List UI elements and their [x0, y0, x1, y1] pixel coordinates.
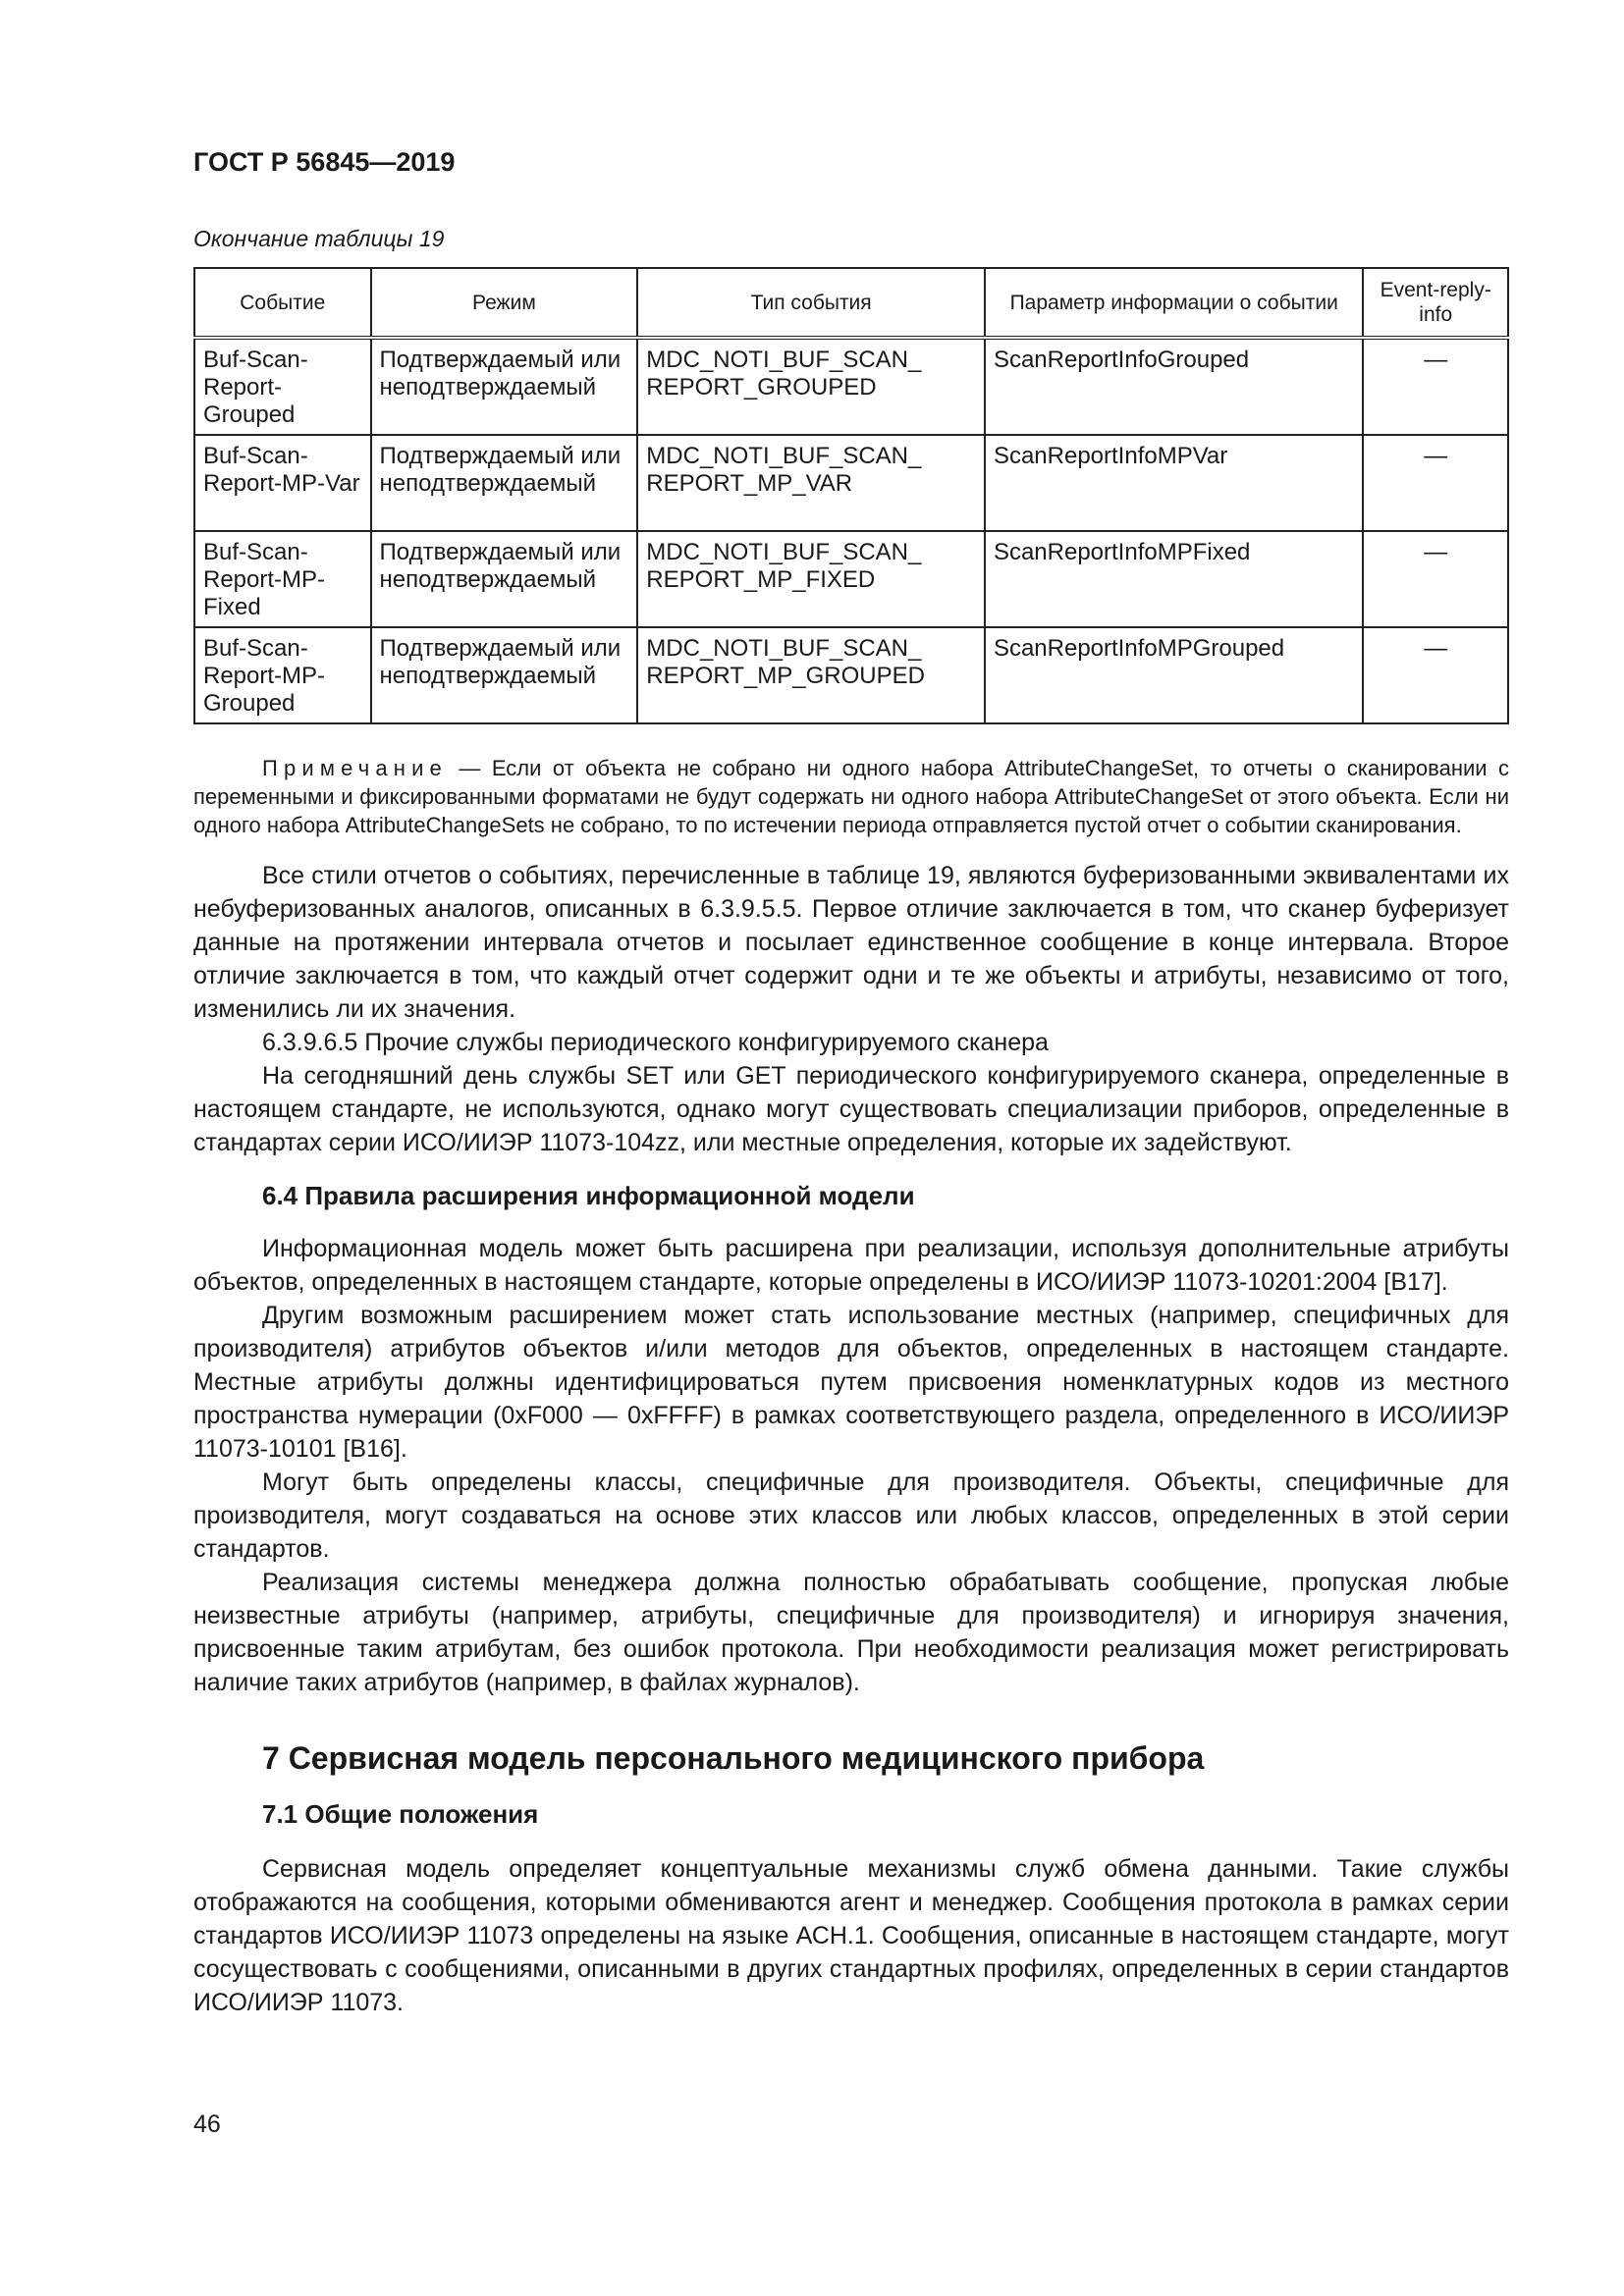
document-header: ГОСТ Р 56845—2019 [193, 147, 456, 177]
table-row [194, 531, 1508, 627]
table-row [194, 627, 1508, 723]
section-heading-6-4: 6.4 Правила расширения информационной модели [262, 1181, 915, 1210]
cell-event-info-param: ScanReportInfoMPVar [985, 435, 1364, 531]
body-text [193, 754, 1509, 2019]
paragraph: Информационная модель может быть расширена при реализации, используя дополнительные атрибуты объектов, определенных в настоящем стандарте, которые определены в ИСО/ИИЭР 11073-10201:2004 [B17]. [193, 1235, 1509, 1296]
cell-event: Buf-Scan-Report-MP-Fixed [194, 531, 371, 627]
section-heading-7-1: 7.1 Общие положения [262, 1799, 539, 1829]
cell-event-type: MDC_NOTI_BUF_SCAN_ REPORT_MP_VAR [637, 435, 985, 531]
paragraph: Могут быть определены классы, специфичные для производителя. Объекты, специфичные для производителя, могут создаваться на основе этих классов или любых классов, определенных в этой серии стандартов. [193, 1468, 1509, 1563]
table-caption: Окончание таблицы 19 [193, 226, 445, 251]
column-header-event-reply-info: Event-reply-info [1363, 268, 1508, 338]
cell-event-info-param: ScanReportInfoMPFixed [985, 531, 1364, 627]
cell-event-type: MDC_NOTI_BUF_SCAN_ REPORT_MP_GROUPED [637, 627, 985, 723]
section-heading-7: 7 Сервисная модель персонального медицинского прибора [262, 1740, 1205, 1776]
paragraph: Сервисная модель определяет концептуальные механизмы служб обмена данными. Такие службы отображаются на сообщения, которыми обмениваются агент и менеджер. Сообщения протокола в рамках серии стандартов ИСО/ИИЭР 11073 определены на языке АСН.1. Сообщения, описанные в настоящем стандарте, могут сосуществовать с сообщениями, описанными в других стандартных профилях, определенных в серии стандартов ИСО/ИИЭР 11073. [193, 1855, 1509, 2016]
cell-event-reply-info: — [1363, 435, 1508, 531]
subsection-title: 6.3.9.6.5 Прочие службы периодического конфигурируемого сканера [262, 1029, 1049, 1056]
note-text: — Если от объекта не собрано ни одного набора AttributeChangeSet, то отчеты о сканировании с переменными и фиксированными форматами не будут содержать ни одного набора AttributeChangeSet от этого объекта. Если ни одного набора AttributeChangeSets не собрано, то по истечении периода отправляется пустой отчет о событии сканирования. [193, 756, 1509, 837]
column-header-mode: Режим [371, 268, 638, 338]
cell-event-type: MDC_NOTI_BUF_SCAN_ REPORT_GROUPED [637, 338, 985, 435]
column-header-event-type: Тип события [637, 268, 985, 338]
paragraph: Все стили отчетов о событиях, перечисленные в таблице 19, являются буферизованными эквивалентами их небуферизованных аналогов, описанных в 6.3.9.5.5. Первое отличие заключается в том, что сканер буферизует данные на протяжении интервала отчетов и посылает единственное сообщение в конце интервала. Второе отличие заключается в том, что каждый отчет содержит одни и те же объекты и атрибуты, независимо от того, изменились ли их значения. [193, 862, 1509, 1023]
cell-event-reply-info: — [1363, 627, 1508, 723]
note-label: Примечание [262, 756, 448, 780]
events-table [193, 267, 1509, 724]
paragraph: На сегодняшний день службы SET или GET периодического конфигурируемого сканера, определенные в настоящем стандарте, не используются, однако могут существовать специализации приборов, определенные в стандартах серии ИСО/ИИЭР 11073-104zz, или местные определения, которые их задействуют. [193, 1062, 1509, 1156]
cell-event: Buf-Scan-Report-MP-Grouped [194, 627, 371, 723]
paragraph: Реализация системы менеджера должна полностью обрабатывать сообщение, пропуская любые неизвестные атрибуты (например, атрибуты, специфичные для производителя) и игнорируя значения, присвоенные таким атрибутам, без ошибок протокола. При необходимости реализация может регистрировать наличие таких атрибутов (например, в файлах журналов). [193, 1569, 1509, 1696]
cell-event-type: MDC_NOTI_BUF_SCAN_ REPORT_MP_FIXED [637, 531, 985, 627]
table-row [194, 435, 1508, 531]
cell-event-info-param: ScanReportInfoGrouped [985, 338, 1364, 435]
column-header-event: Событие [194, 268, 371, 338]
cell-mode: Подтверждаемый или неподтверждаемый [371, 627, 638, 723]
table-row [194, 338, 1508, 435]
table-note [193, 754, 1509, 839]
cell-event-reply-info: — [1363, 338, 1508, 435]
cell-event: Buf-Scan-Report-MP-Var [194, 435, 371, 531]
cell-mode: Подтверждаемый или неподтверждаемый [371, 338, 638, 435]
table-header-row [194, 268, 1508, 338]
paragraph: Другим возможным расширением может стать использование местных (например, специфичных для производителя) атрибутов объектов и/или методов для объектов, определенных в настоящем стандарте. Местные атрибуты должны идентифицироваться путем присвоения номенклатурных кодов из местного пространства нумерации (0xF000 — 0xFFFF) в рамках соответствующего раздела, определенного в ИСО/ИИЭР 11073-10101 [B16]. [193, 1302, 1509, 1463]
cell-mode: Подтверждаемый или неподтверждаемый [371, 531, 638, 627]
column-header-event-info-param: Параметр информации о событии [985, 268, 1364, 338]
cell-event-reply-info: — [1363, 531, 1508, 627]
cell-event: Buf-Scan-Report-Grouped [194, 338, 371, 435]
page-number: 46 [193, 2110, 221, 2138]
cell-mode: Подтверждаемый или неподтверждаемый [371, 435, 638, 531]
cell-event-info-param: ScanReportInfoMPGrouped [985, 627, 1364, 723]
